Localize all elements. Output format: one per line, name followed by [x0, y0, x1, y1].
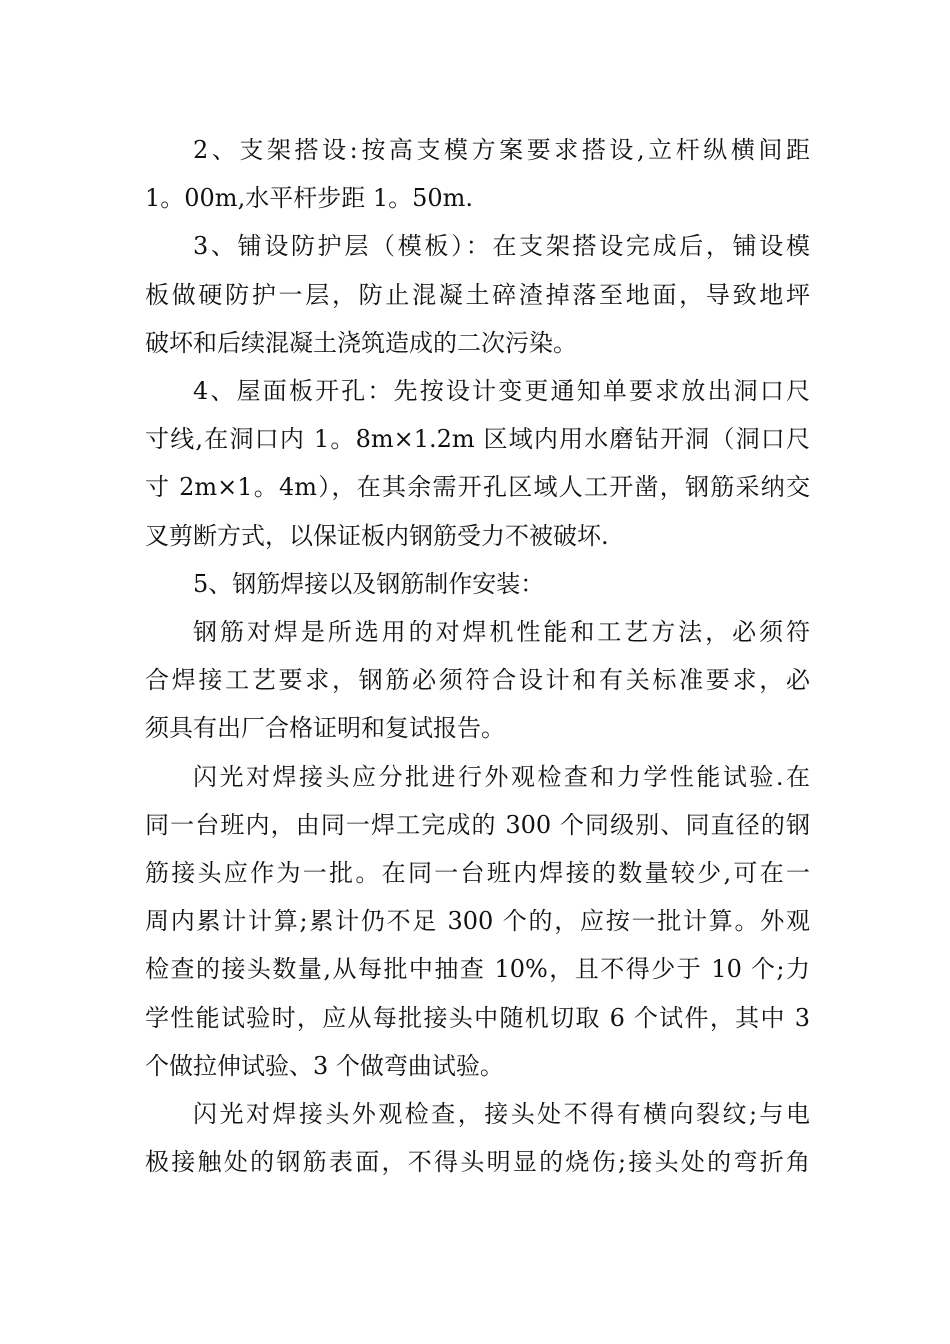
text-line: 须具有出厂合格证明和复试报告。: [145, 714, 505, 743]
text-line: 极接触处的钢筋表面，不得头明显的烧伤;接头处的弯折角: [145, 1148, 810, 1177]
text-line: 闪光对焊接头外观检查，接头处不得有横向裂纹;与电: [193, 1100, 810, 1129]
paragraph-scaffold-erection: [145, 126, 810, 222]
text-line: 钢筋对焊是所选用的对焊机性能和工艺方法，必须符: [193, 618, 810, 647]
text-line: 检查的接头数量,从每批中抽查 10%，且不得少于 10 个;力: [145, 955, 810, 984]
text-line: 3、铺设防护层（模板）：在支架搭设完成后，铺设模: [193, 232, 810, 261]
text-line: 板做硬防护一层，防止混凝土碎渣掉落至地面，导致地坪: [145, 280, 810, 309]
text-line: 闪光对焊接头应分批进行外观检查和力学性能试验.在: [193, 762, 810, 791]
text-line: 4、屋面板开孔：先按设计变更通知单要求放出洞口尺: [193, 377, 810, 406]
paragraph-flash-welding-inspection: [145, 753, 810, 1090]
text-line: 寸线,在洞口内 1。8m×1.2m 区域内用水磨钻开洞（洞口尺: [145, 425, 810, 454]
text-line: 同一台班内，由同一焊工完成的 300 个同级别、同直径的钢: [145, 810, 810, 839]
text-line: 叉剪断方式，以保证板内钢筋受力不被破坏.: [145, 521, 609, 550]
text-line: 寸 2m×1。4m），在其余需开孔区域人工开凿，钢筋采纳交: [145, 473, 810, 502]
text-line: 1。00m,水平杆步距 1。50m.: [145, 184, 474, 213]
text-line: 个做拉伸试验、3 个做弯曲试验。: [145, 1051, 504, 1080]
text-line: 2、支架搭设:按高支模方案要求搭设,立杆纵横间距: [193, 136, 810, 164]
paragraph-butt-welding-requirements: [145, 608, 810, 753]
text-line: 破坏和后续混凝土浇筑造成的二次污染。: [145, 328, 577, 357]
paragraph-flash-welding-appearance: [145, 1090, 810, 1186]
document-body: [145, 126, 810, 1186]
text-line: 筋接头应作为一批。在同一台班内焊接的数量较少,可在一: [145, 859, 810, 888]
text-line: 学性能试验时，应从每批接头中随机切取 6 个试件，其中 3: [145, 1003, 810, 1032]
paragraph-rebar-welding-heading: [145, 560, 810, 608]
text-line: 5、钢筋焊接以及钢筋制作安装：: [193, 569, 545, 598]
paragraph-roof-opening: [145, 367, 810, 560]
paragraph-protective-layer: [145, 222, 810, 367]
text-line: 合焊接工艺要求，钢筋必须符合设计和有关标准要求，必: [145, 666, 810, 695]
text-line: 周内累计计算;累计仍不足 300 个的，应按一批计算。外观: [145, 907, 810, 936]
